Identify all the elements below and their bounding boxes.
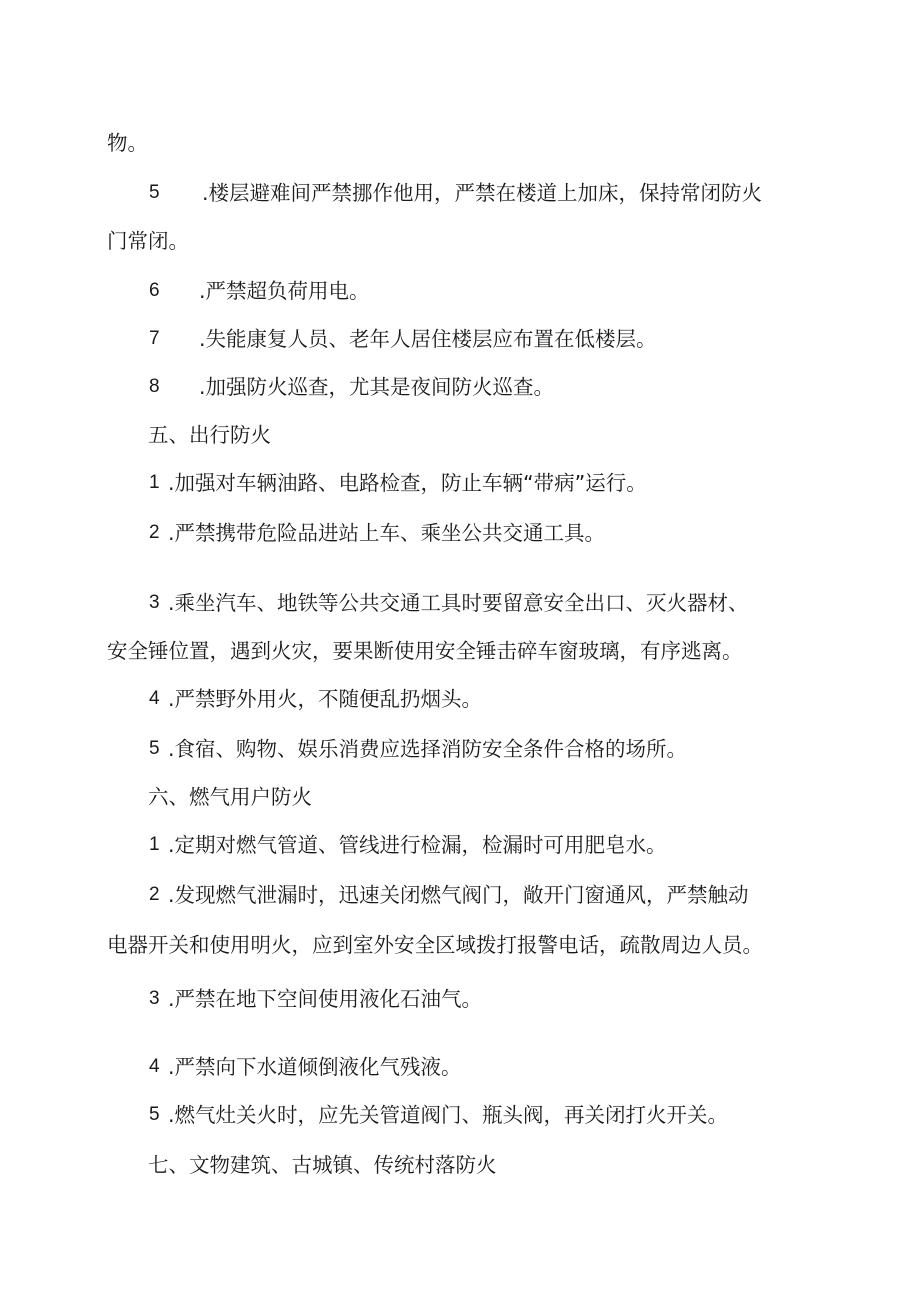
line-text: .严禁野外用火，不随便乱扔烟头。 xyxy=(168,687,483,711)
line-text: .严禁向下水道倾倒液化气残液。 xyxy=(168,1055,462,1079)
line-text: .加强防火巡查，尤其是夜间防火巡查。 xyxy=(199,375,555,399)
line-text: 电器开关和使用明火，应到室外安全区域拨打报警电话，疏散周边人员。 xyxy=(107,933,763,957)
line-text: 安全锤位置，遇到火灾，要果断使用安全锤击碎车窗玻璃，有序逃离。 xyxy=(107,639,743,663)
line-text: .乘坐汽车、地铁等公共交通工具时要留意安全出口、灭火器材、 xyxy=(168,591,749,615)
item-number: 3 xyxy=(149,592,160,613)
line-text: .失能康复人员、老年人居住楼层应布置在低楼层。 xyxy=(199,327,657,351)
item-number: 5 xyxy=(149,738,160,759)
line-text: .加强对车辆油路、电路检查，防止车辆“带病”运行。 xyxy=(168,471,647,495)
line-text: .严禁超负荷用电。 xyxy=(199,279,370,303)
item-number: 5 xyxy=(149,1104,160,1125)
line-text: .食宿、购物、娱乐消费应选择消防安全条件合格的场所。 xyxy=(168,737,688,761)
item-number: 8 xyxy=(149,376,160,397)
line-text: 门常闭。 xyxy=(107,229,189,253)
line-text: 物。 xyxy=(107,131,148,155)
section-title: 五、出行防火 xyxy=(148,423,271,447)
item-number: 2 xyxy=(149,884,160,905)
section-title: 六、燃气用户防火 xyxy=(148,785,312,809)
line-text: .发现燃气泄漏时，迅速关闭燃气阀门，敞开门窗通风，严禁触动 xyxy=(168,883,749,907)
section-title: 七、文物建筑、古城镇、传统村落防火 xyxy=(148,1153,497,1177)
line-text: .燃气灶关火时，应先关管道阀门、瓶头阀，再关闭打火开关。 xyxy=(168,1103,729,1127)
line-text: .严禁在地下空间使用液化石油气。 xyxy=(168,987,483,1011)
line-text: .定期对燃气管道、管线进行检漏，检漏时可用肥皂水。 xyxy=(168,833,667,857)
line-text: .严禁携带危险品进站上车、乘坐公共交通工具。 xyxy=(168,521,606,545)
item-number: 7 xyxy=(149,328,160,349)
item-number: 1 xyxy=(149,834,160,855)
item-number: 6 xyxy=(149,280,160,301)
item-number: 1 xyxy=(149,472,160,493)
item-number: 4 xyxy=(149,1056,160,1077)
item-number: 4 xyxy=(149,688,160,709)
item-number: 5 xyxy=(149,182,160,203)
item-number: 3 xyxy=(149,988,160,1009)
item-number: 2 xyxy=(149,522,160,543)
line-text: .楼层避难间严禁挪作他用，严禁在楼道上加床，保持常闭防火 xyxy=(202,181,763,205)
